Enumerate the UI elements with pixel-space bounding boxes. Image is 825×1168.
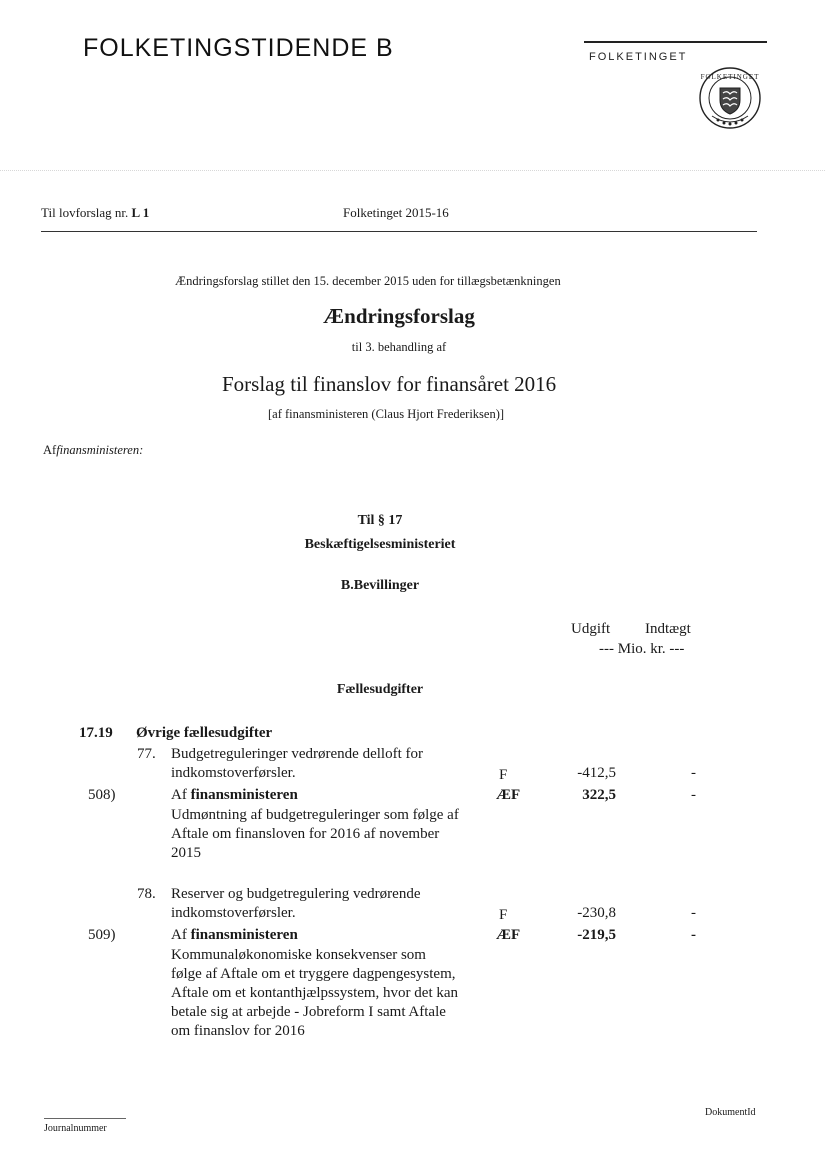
amendment-by [171, 927, 298, 944]
item-number: 77. [137, 746, 156, 762]
seal-icon [698, 66, 762, 130]
folketinget-seal [698, 66, 762, 130]
item-income: - [691, 765, 696, 781]
bill-title: Forslag til finanslov for finansåret 2016 [222, 372, 557, 396]
ministry-heading: Beskæftigelsesministeriet [304, 537, 456, 552]
publication-title: FOLKETINGSTIDENDE B [83, 34, 394, 62]
subheading: Fællesudgifter [336, 682, 424, 697]
account-code: 17.19 [79, 725, 113, 741]
amendment-description-line: Aftale om finansloven for 2016 af november [171, 826, 440, 842]
item-title-line: Reserver og budgetregulering vedrørende [171, 886, 421, 902]
item-code: F [499, 907, 508, 923]
item-code: F [499, 767, 508, 783]
amendment-description-line: 2015 [171, 845, 201, 861]
amendment-by-prefix: Af [171, 787, 187, 803]
amendment-description-line: om finanslov for 2016 [171, 1023, 305, 1039]
proposed-by-name: finansministeren: [56, 443, 144, 457]
amendment-by-prefix: Af [171, 927, 187, 943]
institution-name: FOLKETINGET [589, 51, 688, 63]
bill-rule [41, 231, 757, 232]
amendment-description-line: følge af Aftale om et tryggere dagpengesystem, [171, 966, 456, 982]
amendment-description-line: Aftale om et kontanthjælpssystem, hvor det kan [171, 985, 459, 1001]
unit-label: --- Mio. kr. --- [599, 641, 685, 657]
amendment-description-line: Udmøntning af budgetreguleringer som følge af [171, 807, 459, 823]
amendment-income: - [691, 787, 696, 803]
proposed-by [43, 443, 143, 458]
header-rule [584, 41, 767, 43]
proposed-by-prefix: Af [43, 443, 57, 457]
item-number: 78. [137, 886, 156, 902]
item-title-line: Budgetreguleringer vedrørende delloft for [171, 746, 423, 762]
journal-rule [44, 1118, 126, 1119]
amendment-by-name: finansministeren [190, 787, 298, 803]
amendment-by-name: finansministeren [190, 927, 298, 943]
item-title-line: indkomstoverførsler. [171, 765, 296, 781]
reading-line: til 3. behandling af [351, 340, 447, 354]
document-id-label: DokumentId [705, 1107, 756, 1118]
amendment-expense: -219,5 [577, 927, 616, 943]
svg-text:FOLKETINGET: FOLKETINGET [700, 73, 760, 81]
amendment-code: ÆF [496, 927, 521, 943]
amendment-income: - [691, 927, 696, 943]
part-heading: B.Bevillinger [340, 578, 420, 593]
bill-reference [41, 205, 149, 221]
amendment-title: Ændringsforslag [323, 304, 475, 328]
amendment-expense: 322,5 [582, 787, 616, 803]
column-income-header: Indtægt [645, 621, 691, 637]
item-income: - [691, 905, 696, 921]
journal-label: Journalnummer [44, 1123, 107, 1134]
paragraph-heading: Til § 17 [357, 513, 403, 528]
filed-line: Ændringsforslag stillet den 15. december 2015 uden for tillægsbetænkningen [175, 274, 561, 288]
bill-number: L 1 [131, 205, 150, 220]
session-label: Folketinget 2015-16 [343, 205, 449, 220]
item-title-line: indkomstoverførsler. [171, 905, 296, 921]
amendment-description-line: betale sig at arbejde - Jobreform I samt Aftale [171, 1004, 446, 1020]
item-expense: -412,5 [577, 765, 616, 781]
column-expense-header: Udgift [571, 621, 611, 637]
amendment-number: 509) [88, 927, 116, 943]
proposer-line: [af finansministeren (Claus Hjort Frederiksen)] [268, 407, 505, 421]
amendment-code: ÆF [496, 787, 521, 803]
item-expense: -230,8 [577, 905, 616, 921]
amendment-by [171, 787, 298, 804]
amendment-number: 508) [88, 787, 116, 803]
account-name: Øvrige fællesudgifter [136, 725, 273, 741]
bill-label: Til lovforslag nr. [41, 205, 129, 220]
scan-divider [0, 170, 825, 171]
amendment-description-line: Kommunaløkonomiske konsekvenser som [171, 947, 426, 963]
